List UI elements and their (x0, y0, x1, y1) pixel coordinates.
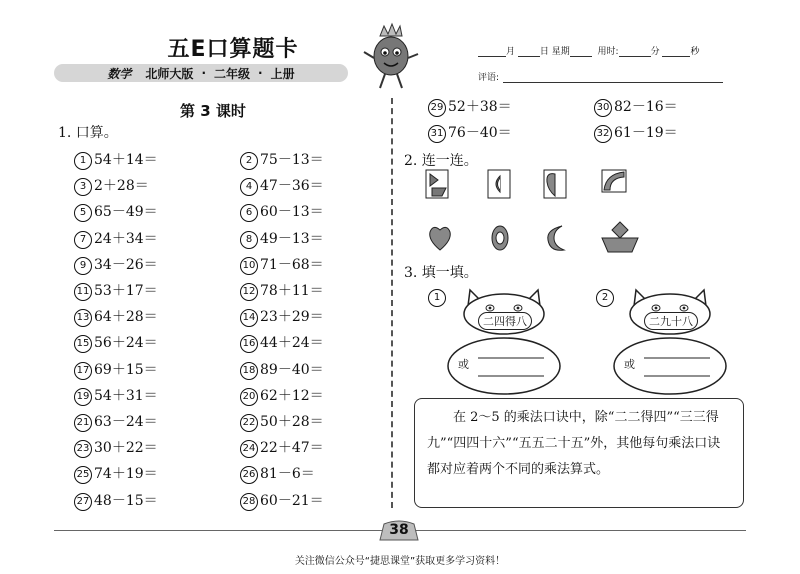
problem-number: 13 (74, 309, 92, 327)
page-number: 38 (389, 522, 409, 538)
problem-number: 14 (240, 309, 258, 327)
subtitle-bar: 数学 北师大版 · 二年级 · 上册 (54, 64, 348, 82)
problem-number: 28 (240, 493, 258, 511)
problem-expression: 30＋22＝ (94, 440, 158, 457)
problem-item (74, 175, 149, 196)
problem-expression: 54＋31＝ (94, 387, 158, 404)
problem-item (240, 332, 324, 353)
half-shapes (426, 170, 626, 198)
problem-expression: 62＋12＝ (260, 387, 324, 404)
problem-item (240, 359, 324, 380)
problem-number: 3 (74, 178, 92, 196)
problem-number: 12 (240, 283, 258, 301)
problem-expression: 48－15＝ (94, 492, 158, 509)
problem-item (240, 201, 324, 222)
weekday-blank[interactable] (570, 47, 592, 57)
problem-item (240, 280, 324, 301)
subject-label: 数学 (107, 66, 132, 81)
problem-number: 24 (240, 440, 258, 458)
problem-number: 32 (594, 125, 612, 143)
problem-expression: 65－49＝ (94, 204, 158, 221)
comment-line: 评语: (478, 70, 723, 83)
problem-item (74, 149, 158, 170)
minutes-blank[interactable] (619, 47, 651, 57)
edition-label: 北师大版 (145, 66, 194, 81)
column-divider (391, 98, 393, 508)
problem-number: 9 (74, 257, 92, 275)
problem-expression: 49－13＝ (260, 230, 324, 247)
problem-number: 6 (240, 204, 258, 222)
problem-number: 26 (240, 466, 258, 484)
problem-item (240, 306, 324, 327)
problem-number: 17 (74, 362, 92, 380)
problem-expression: 75－13＝ (260, 152, 324, 168)
problem-item (240, 411, 324, 432)
problem-number: 7 (74, 231, 92, 249)
problem-item (74, 332, 158, 353)
problem-expression: 50＋28＝ (260, 414, 324, 430)
cat-face-2 (606, 286, 746, 396)
problem-number: 21 (74, 414, 92, 432)
problem-number: 23 (74, 440, 92, 458)
problem-item (240, 254, 324, 275)
problem-number: 25 (74, 466, 92, 484)
cat-face-1 (440, 286, 580, 396)
problem-expression: 61－19＝ (614, 125, 678, 141)
problem-expression: 56＋24＝ (94, 335, 158, 352)
problem-expression: 34－26＝ (94, 256, 158, 273)
problem-number: 16 (240, 335, 258, 353)
problem-number: 19 (74, 388, 92, 406)
problem-expression: 63－24＝ (94, 414, 158, 430)
section1-heading: 1. 口算。 (58, 125, 118, 141)
problem-item (594, 96, 678, 117)
problem-item (74, 411, 158, 432)
problem-number: 31 (428, 125, 446, 143)
problem-number: 2 (240, 152, 258, 170)
problem-number: 20 (240, 388, 258, 406)
problem-number: 4 (240, 178, 258, 196)
problem-item (74, 228, 158, 249)
problem-expression: 54＋14＝ (94, 152, 158, 168)
problem-number: 15 (74, 335, 92, 353)
problem-item (74, 254, 158, 275)
problem-expression: 52＋38＝ (448, 99, 512, 115)
problem-number: 27 (74, 493, 92, 511)
problem-number: 11 (74, 283, 92, 301)
problem-number: 8 (240, 231, 258, 249)
problem-item (240, 149, 324, 170)
problem-expression: 74＋19＝ (94, 466, 158, 483)
problem-number: 5 (74, 204, 92, 222)
lesson-title: 第 3 课时 (180, 102, 246, 120)
problem-item (74, 385, 158, 406)
problem-item (240, 385, 324, 406)
tip-box (414, 398, 744, 508)
day-blank[interactable] (518, 47, 540, 57)
or-label-1: 或 (458, 358, 469, 371)
problem-expression: 81－6＝ (260, 466, 315, 483)
problem-number: 22 (240, 414, 258, 432)
problem-expression: 24＋34＝ (94, 230, 158, 247)
date-line: 月 日 星期 用时: 分 秒 (478, 44, 699, 57)
card-title: 五E口算题卡 (167, 37, 299, 62)
problem-item (240, 463, 315, 484)
problem-expression: 60－21＝ (260, 492, 324, 509)
problem-expression: 69＋15＝ (94, 361, 158, 378)
problem-expression: 76－40＝ (448, 125, 512, 141)
problem-number: 18 (240, 362, 258, 380)
item-number: 2 (596, 289, 614, 307)
problem-item (428, 122, 512, 143)
problem-item (240, 228, 324, 249)
whole-shapes (430, 222, 638, 252)
problem-expression: 82－16＝ (614, 99, 678, 115)
tip-text: 在 2～5 的乘法口诀中，除“二二得四”“三三得九”“四四十六”“五五二十五”外，其他每句乘法口诀都对应着两个不同的乘法算式。 (427, 410, 721, 477)
section3-heading: 3. 填一填。 (404, 265, 478, 281)
problem-expression: 71－68＝ (260, 256, 324, 273)
volume-label: 上册 (270, 66, 295, 81)
or-label-2: 或 (624, 358, 635, 371)
problem-item (74, 201, 158, 222)
problem-expression: 78＋11＝ (260, 283, 324, 299)
problem-item (428, 96, 512, 117)
problem-number: 30 (594, 99, 612, 117)
rhyme-label-1: 二四得八 (478, 312, 532, 330)
problem-item (74, 490, 158, 511)
problem-item (240, 175, 324, 196)
rhyme-label-2: 二九十八 (644, 312, 698, 330)
problem-item (74, 463, 158, 484)
problem-expression: 47－36＝ (260, 178, 324, 195)
problem-item (74, 359, 158, 380)
problem-expression: 23＋29＝ (260, 309, 324, 326)
problem-number: 1 (74, 152, 92, 170)
mascot-icon (360, 22, 422, 92)
problem-item (74, 280, 158, 301)
problem-expression: 89－40＝ (260, 361, 324, 378)
problem-expression: 53＋17＝ (94, 283, 158, 299)
matching-shapes[interactable] (424, 168, 644, 260)
grade-label: 二年级 (214, 66, 251, 81)
problem-number: 29 (428, 99, 446, 117)
problem-item (240, 490, 324, 511)
problem-expression: 2＋28＝ (94, 178, 149, 195)
problem-expression: 44＋24＝ (260, 335, 324, 352)
month-blank[interactable] (478, 47, 506, 57)
problem-expression: 64＋28＝ (94, 309, 158, 326)
problem-item (240, 437, 324, 458)
problem-number: 10 (240, 257, 258, 275)
problem-item (74, 437, 158, 458)
seconds-blank[interactable] (662, 47, 690, 57)
problem-item (594, 122, 678, 143)
problem-expression: 60－13＝ (260, 204, 324, 221)
comment-blank[interactable] (503, 73, 723, 83)
problem-item (74, 306, 158, 327)
footer-text: 关注微信公众号“捷思课堂”获取更多学习资料！ (294, 556, 506, 567)
problem-expression: 22＋47＝ (260, 440, 324, 457)
section2-heading: 2. 连一连。 (404, 153, 478, 169)
item-number: 1 (428, 289, 446, 307)
